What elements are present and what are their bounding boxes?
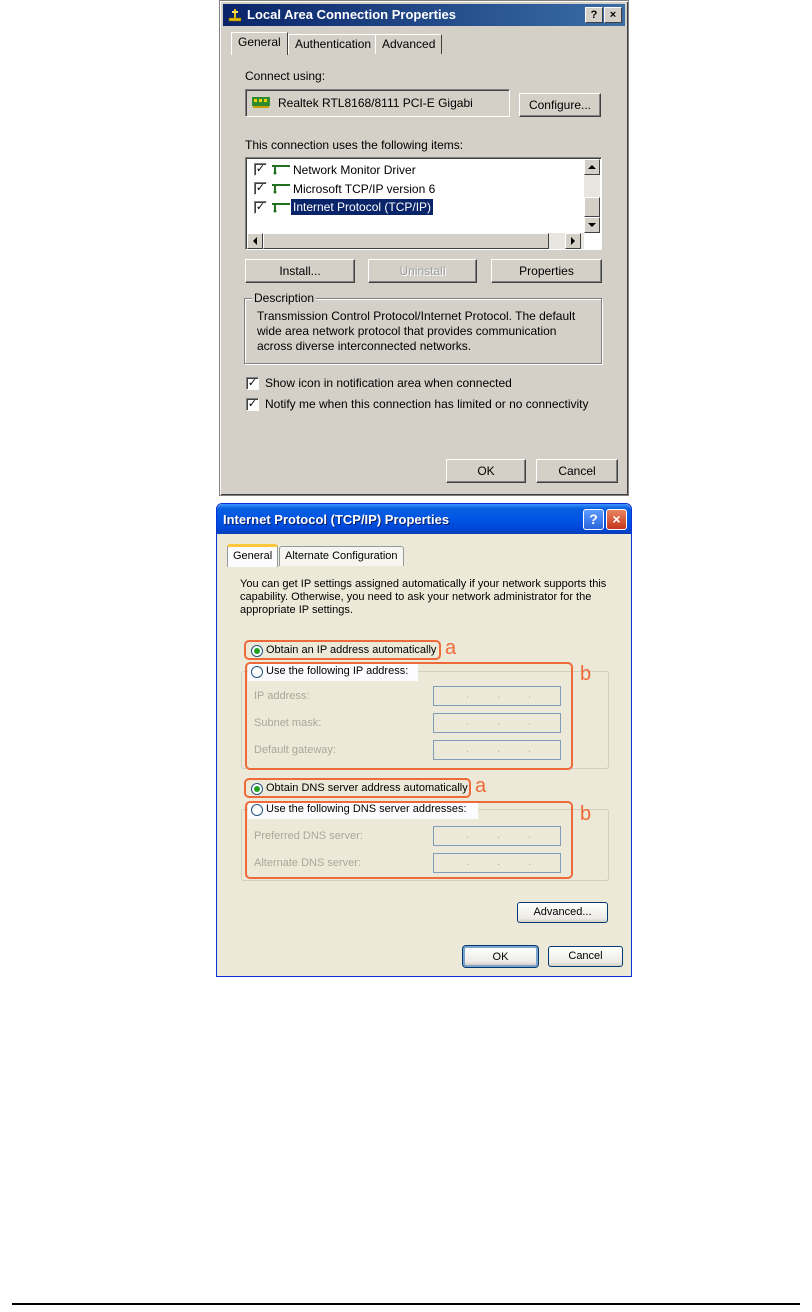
advanced-button[interactable] (517, 902, 608, 923)
callout-b-label: b (580, 663, 592, 685)
tab-advanced[interactable]: Advanced (375, 34, 442, 54)
scroll-up-arrow-icon[interactable] (584, 159, 600, 175)
cancel-button[interactable] (536, 459, 618, 483)
properties-button[interactable] (491, 259, 602, 283)
preferred-dns-label: Preferred DNS server: (254, 830, 363, 842)
help-button[interactable]: ? (585, 7, 603, 23)
install-button[interactable] (245, 259, 355, 283)
obtain-dns-auto-label: Obtain DNS server address automatically (266, 782, 468, 794)
callout-b-label: b (580, 803, 592, 825)
intro-text: You can get IP settings assigned automatically if your network supports this capability. Otherwise, you need to ask your network administrator for the appropriate IP settings. (240, 578, 607, 616)
cancel-button[interactable] (548, 946, 623, 967)
connect-using-label: Connect using: (245, 69, 326, 83)
item-checkbox[interactable]: ✓ (255, 201, 266, 213)
scroll-thumb[interactable] (263, 233, 549, 249)
scroll-down-arrow-icon[interactable] (584, 217, 600, 233)
scroll-right-arrow-icon[interactable] (565, 233, 581, 249)
subnet-mask-label: Subnet mask: (254, 717, 322, 729)
ip-dot: . (466, 689, 470, 701)
items-label: This connection uses the following items: (245, 138, 464, 152)
network-connection-icon (227, 7, 243, 23)
scroll-left-arrow-icon[interactable] (247, 233, 263, 249)
ip-address-label: IP address: (254, 690, 310, 702)
configure-button[interactable] (519, 93, 601, 117)
ip-dot: . (497, 716, 501, 728)
items-list[interactable] (245, 157, 602, 250)
close-button[interactable]: × (604, 7, 622, 23)
ip-dot: . (528, 856, 532, 868)
show-icon-checkbox[interactable]: ✓ (247, 377, 258, 389)
scroll-thumb[interactable] (584, 197, 600, 217)
cancel-button-label: Cancel (568, 950, 603, 962)
callout-a-highlight (244, 640, 441, 660)
uninstall-button[interactable] (368, 259, 477, 283)
obtain-ip-auto-label: Obtain an IP address automatically (266, 644, 437, 656)
uninstall-button-label: Uninstall (399, 264, 446, 278)
cancel-button-label: Cancel (558, 464, 596, 478)
callout-b-highlight (245, 801, 573, 879)
item-label: Microsoft TCP/IP version 6 (293, 182, 436, 196)
protocol-icon (271, 163, 291, 178)
title-bar[interactable] (217, 504, 631, 534)
adapter-name: Realtek RTL8168/8111 PCI-E Gigabi (278, 96, 473, 110)
show-icon-label: Show icon in notification area when connected (265, 376, 512, 390)
callout-b-highlight (245, 662, 573, 770)
notify-label: Notify me when this connection has limited or no connectivity (265, 397, 589, 411)
title-bar[interactable] (223, 4, 625, 26)
default-gateway-label: Default gateway: (254, 744, 336, 756)
ip-dot: . (497, 689, 501, 701)
use-following-dns-label: Use the following DNS server addresses: (266, 803, 467, 815)
notify-checkbox[interactable]: ✓ (247, 398, 258, 410)
callout-a-highlight (244, 778, 471, 798)
dialog-title: Local Area Connection Properties (247, 7, 457, 22)
network-adapter-icon (252, 96, 270, 111)
vertical-scrollbar[interactable] (584, 159, 600, 233)
callout-a-label: a (475, 775, 487, 797)
tab-general[interactable]: General (231, 32, 288, 55)
properties-button-label: Properties (519, 264, 574, 278)
dialog-title: Internet Protocol (TCP/IP) Properties (223, 512, 450, 527)
ip-dot: . (497, 829, 501, 841)
adapter-field (245, 89, 510, 117)
ip-dot: . (497, 856, 501, 868)
ip-dot: . (528, 716, 532, 728)
ip-dot: . (466, 743, 470, 755)
horizontal-scrollbar[interactable] (247, 233, 584, 249)
ok-button-label: OK (492, 951, 509, 963)
ip-dot: . (528, 829, 532, 841)
ip-dot: . (528, 689, 532, 701)
ip-dot: . (466, 716, 470, 728)
install-button-label: Install... (279, 264, 321, 278)
protocol-icon (271, 201, 291, 216)
ip-dot: . (466, 856, 470, 868)
ok-button[interactable] (463, 946, 538, 967)
ok-button-label: OK (477, 464, 495, 478)
item-checkbox[interactable]: ✓ (255, 182, 266, 194)
ip-dot: . (528, 743, 532, 755)
ip-dot: . (466, 829, 470, 841)
page-footer-rule (12, 1303, 800, 1305)
configure-button-label: Configure... (528, 98, 592, 112)
alternate-dns-label: Alternate DNS server: (254, 857, 361, 869)
item-label: Network Monitor Driver (293, 163, 416, 177)
protocol-icon (271, 182, 291, 197)
advanced-button-label: Advanced... (533, 906, 592, 918)
callout-a-label: a (445, 637, 457, 659)
tab-alternate-configuration[interactable]: Alternate Configuration (279, 546, 404, 566)
help-button[interactable]: ? (583, 509, 604, 530)
close-button[interactable]: × (606, 509, 627, 530)
use-following-ip-label: Use the following IP address: (266, 665, 409, 677)
description-text: Transmission Control Protocol/Internet Protocol. The default wide area network protocol that provides communication across diverse interconnected networks. (257, 309, 576, 353)
item-label: Internet Protocol (TCP/IP) (293, 200, 432, 214)
tab-authentication[interactable]: Authentication (288, 34, 378, 54)
tab-general[interactable]: General (227, 544, 278, 567)
ok-button[interactable] (446, 459, 526, 483)
ip-dot: . (497, 743, 501, 755)
description-legend: Description (254, 291, 315, 305)
item-checkbox[interactable]: ✓ (255, 163, 266, 175)
